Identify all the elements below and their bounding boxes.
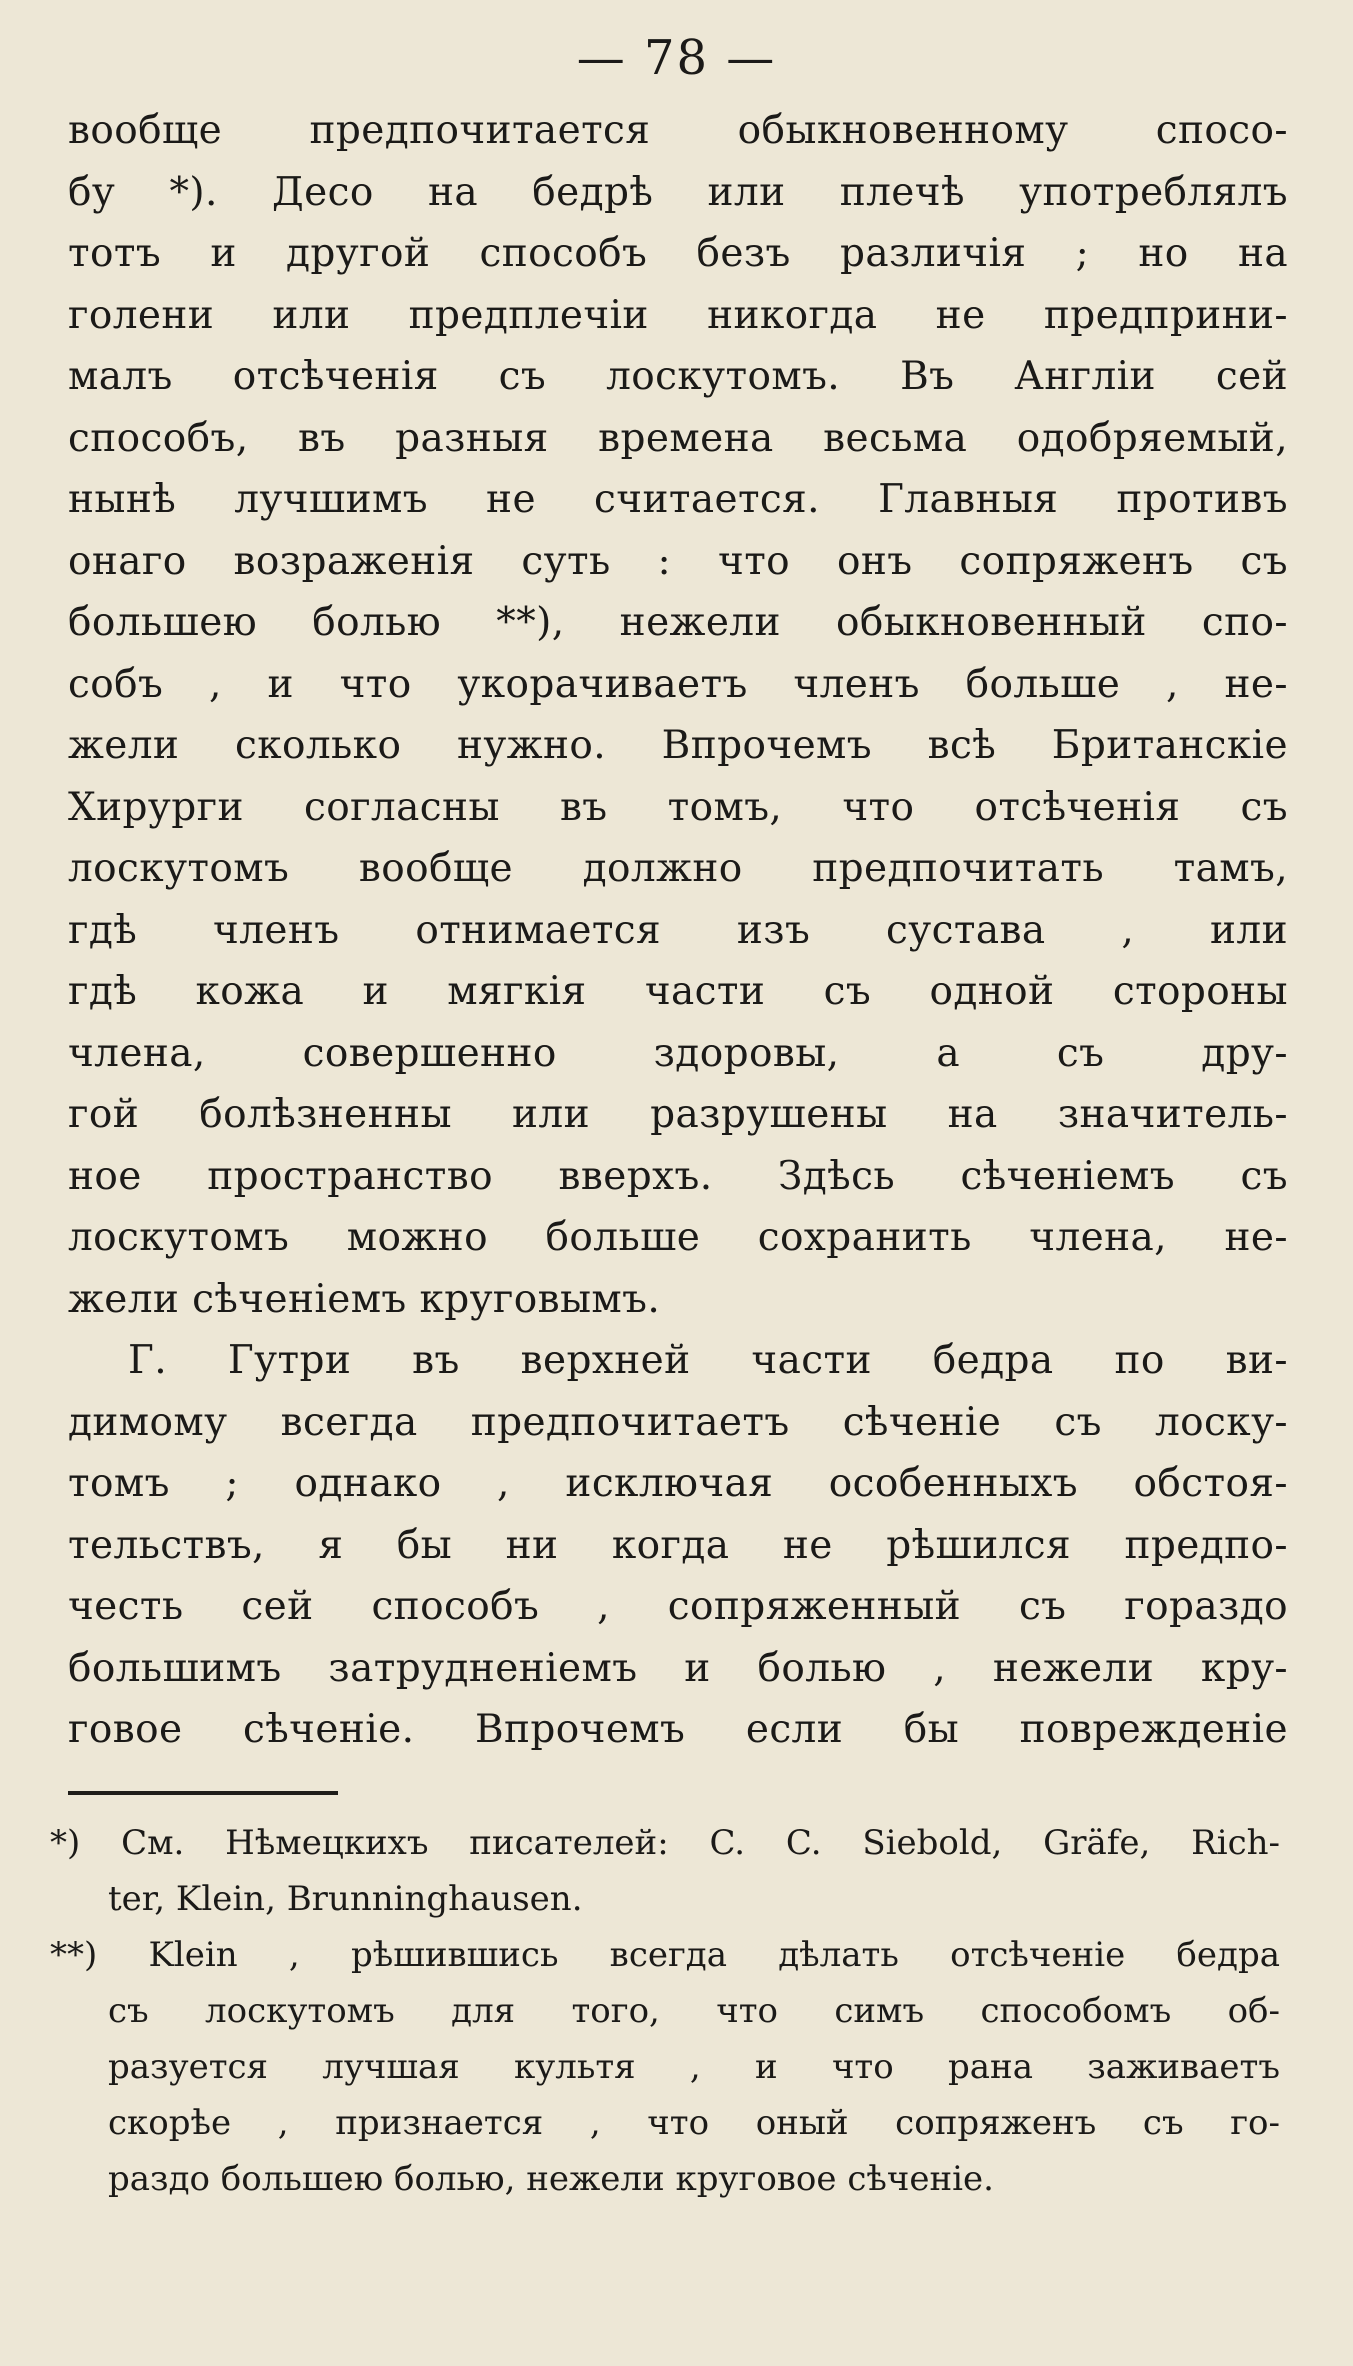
text-line: томъ ; однако , исключая особенныхъ обстоя- (68, 1461, 1288, 1506)
text-line: гдѣ кожа и мягкія части съ одной стороны (68, 969, 1288, 1014)
text-line: гой болѣзненны или разрушены на значитель- (68, 1092, 1288, 1137)
footnotes (50, 1815, 1280, 2207)
text-line: малъ отсѣченія съ лоскутомъ. Въ Англіи сей (68, 354, 1288, 399)
text-line: большею болью **), нежели обыкновенный спо- (68, 600, 1288, 645)
text-line: члена, совершенно здоровы, а съ дру- (68, 1030, 1288, 1076)
text-line: большимъ затрудненіемъ и болью , нежели кру- (68, 1645, 1288, 1691)
text-line: тотъ и другой способъ безъ различія ; но на (68, 231, 1288, 276)
footnote-divider (68, 1791, 338, 1795)
footnote-line: разуется лучшая культя , и что рана заживаетъ (108, 2047, 1280, 2087)
footnote-line: скорѣе , признается , что оный сопряженъ съ го- (108, 2103, 1280, 2143)
footnote-line: *) См. Нѣмецкихъ писателей: C. C. Siebold, Gräfe, Rich- (50, 1823, 1280, 1863)
text-line: Г. Гутри въ верхней части бедра по ви- (128, 1338, 1288, 1383)
footnote-line: раздо большею болью, нежели круговое сѣченіе. (108, 2159, 994, 2199)
text-line: нынѣ лучшимъ не считается. Главныя противъ (68, 477, 1288, 522)
page-number: — 78 — (576, 30, 777, 86)
text-line: говое сѣченіе. Впрочемъ если бы поврежденіе (68, 1707, 1288, 1752)
text-line: жели сколько нужно. Впрочемъ всѣ Британскіе (68, 723, 1288, 768)
text-line: способъ, въ разныя времена весьма одобряемый, (68, 415, 1288, 461)
text-line: голени или предплечіи никогда не предприни- (68, 292, 1288, 338)
text-line: вообще предпочитается обыкновенному спосо- (68, 108, 1288, 153)
text-line: лоскутомъ можно больше сохранить члена, не- (68, 1215, 1288, 1260)
text-line: Хирурги согласны въ томъ, что отсѣченія съ (68, 784, 1288, 830)
text-line: честь сей способъ , сопряженный съ гораздо (68, 1584, 1288, 1629)
body-text (68, 100, 1288, 1761)
text-line: бу *). Десо на бедрѣ или плечѣ употреблялъ (68, 169, 1288, 215)
text-line: онаго возраженія суть : что онъ сопряженъ съ (68, 538, 1288, 584)
text-line: гдѣ членъ отнимается изъ сустава , или (68, 907, 1288, 953)
text-line: собъ , и что укорачиваетъ членъ больше , не- (68, 661, 1288, 707)
text-line: ное пространство вверхъ. Здѣсь сѣченіемъ съ (68, 1153, 1288, 1199)
text-line: жели сѣченіемъ круговымъ. (68, 1276, 661, 1322)
text-line: тельствъ, я бы ни когда не рѣшился предпо- (68, 1522, 1288, 1568)
footnote-line: **) Klein , рѣшившись всегда дѣлать отсѣченіе бедра (50, 1935, 1280, 1975)
text-line: лоскутомъ вообще должно предпочитать тамъ, (68, 846, 1288, 891)
footnote-line: ter, Klein, Brunninghausen. (108, 1879, 583, 1919)
text-line: димому всегда предпочитаетъ сѣченіе съ лоску- (68, 1399, 1288, 1445)
footnote-line: съ лоскутомъ для того, что симъ способомъ об- (108, 1991, 1280, 2031)
